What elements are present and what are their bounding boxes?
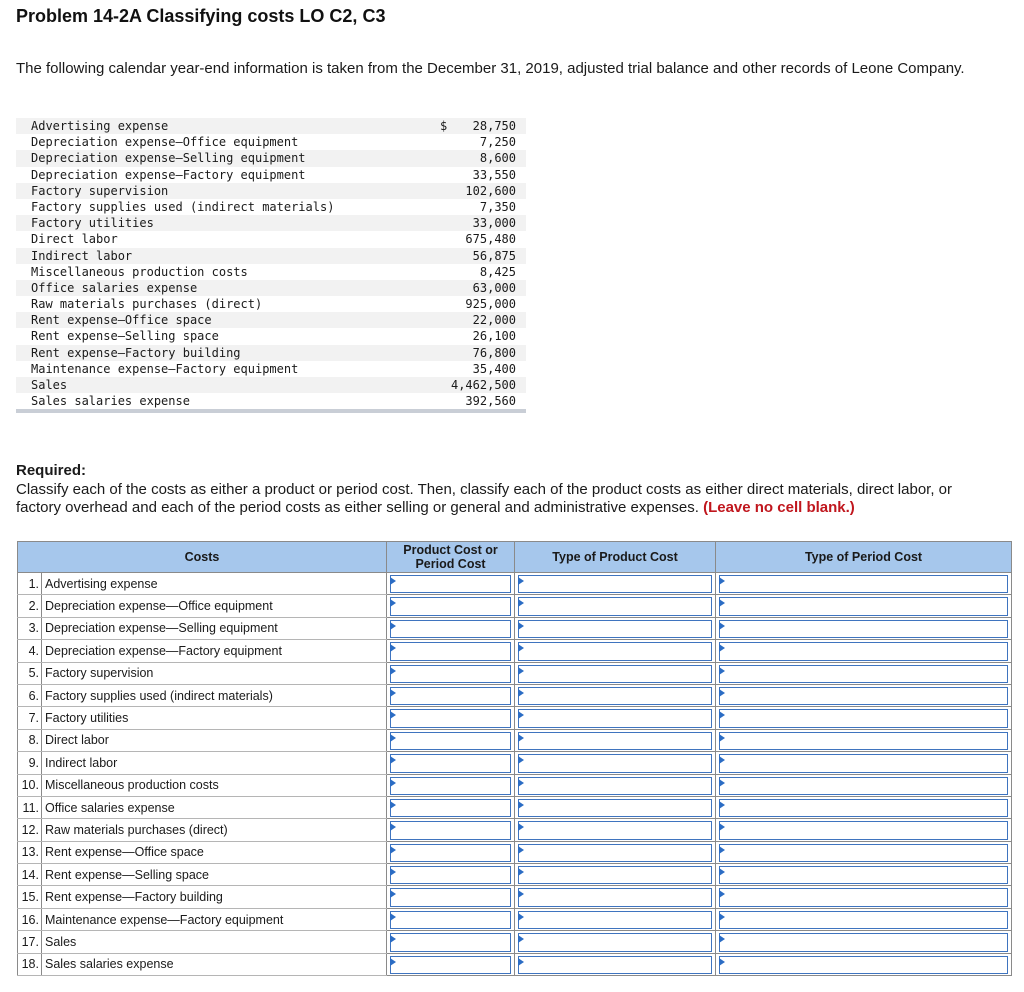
- account-label: Maintenance expense—Factory equipment: [31, 361, 299, 376]
- type-of-period-cost-select-cell: [716, 908, 1012, 930]
- type-of-product-cost-select-cell: [515, 774, 716, 796]
- cost-label: Indirect labor: [42, 752, 387, 774]
- classification-table: [17, 541, 1012, 976]
- product-or-period-select[interactable]: [390, 732, 511, 750]
- row-number: 4.: [18, 640, 42, 662]
- type-of-period-cost-select-cell: [716, 573, 1012, 595]
- account-label: Advertising expense: [31, 119, 169, 133]
- product-or-period-select-cell: [387, 752, 515, 774]
- row-number: 8.: [18, 729, 42, 751]
- type-of-period-cost-select[interactable]: [719, 799, 1008, 817]
- type-of-period-cost-select-cell: [716, 617, 1012, 639]
- type-of-period-cost-select[interactable]: [719, 597, 1008, 615]
- product-or-period-select[interactable]: [390, 821, 511, 839]
- product-or-period-select-cell: [387, 908, 515, 930]
- account-label: Depreciation expense—Office equipment: [31, 135, 299, 150]
- account-amount: 28,750: [472, 119, 516, 133]
- type-of-period-cost-select[interactable]: [719, 732, 1008, 750]
- dropdown-marker-icon: [390, 622, 396, 630]
- account-amount: 392,560: [465, 394, 516, 409]
- trial-balance-row: [16, 231, 526, 247]
- account-label: Rent expense—Office space: [31, 313, 212, 328]
- account-label: Factory supervision: [31, 183, 169, 198]
- cost-label: Maintenance expense—Factory equipment: [42, 908, 387, 930]
- dropdown-marker-icon: [390, 667, 396, 675]
- product-or-period-select[interactable]: [390, 620, 511, 638]
- account-label: Factory utilities: [31, 216, 154, 231]
- currency-symbol: $: [440, 119, 448, 133]
- type-of-period-cost-select[interactable]: [719, 754, 1008, 772]
- type-of-period-cost-select-cell: [716, 595, 1012, 617]
- dropdown-marker-icon: [518, 577, 524, 585]
- type-of-period-cost-select[interactable]: [719, 911, 1008, 929]
- dropdown-marker-icon: [518, 823, 524, 831]
- product-or-period-select-cell: [387, 617, 515, 639]
- row-number: 18.: [18, 953, 42, 975]
- table-row: [18, 908, 1012, 930]
- type-of-product-cost-select-cell: [515, 819, 716, 841]
- dropdown-marker-icon: [719, 689, 725, 697]
- product-or-period-select-cell: [387, 864, 515, 886]
- table-row: [18, 774, 1012, 796]
- dropdown-marker-icon: [390, 868, 396, 876]
- dropdown-marker-icon: [719, 734, 725, 742]
- row-number: 15.: [18, 886, 42, 908]
- product-or-period-select[interactable]: [390, 597, 511, 615]
- table-row: [18, 573, 1012, 595]
- type-of-product-cost-select[interactable]: [518, 620, 712, 638]
- product-or-period-select-cell: [387, 841, 515, 863]
- dropdown-marker-icon: [390, 823, 396, 831]
- cost-label: Miscellaneous production costs: [42, 774, 387, 796]
- trial-balance-row: [16, 280, 526, 296]
- table-row: [18, 707, 1012, 729]
- type-of-product-cost-select[interactable]: [518, 777, 712, 795]
- type-of-period-cost-select-cell: [716, 796, 1012, 818]
- table-row: [18, 617, 1012, 639]
- type-of-product-cost-select-cell: [515, 931, 716, 953]
- trial-balance-row: [16, 199, 526, 215]
- table-row: [18, 796, 1012, 818]
- product-or-period-select-cell: [387, 707, 515, 729]
- product-or-period-select-cell: [387, 595, 515, 617]
- type-of-product-cost-select-cell: [515, 752, 716, 774]
- row-number: 7.: [18, 707, 42, 729]
- dropdown-marker-icon: [719, 913, 725, 921]
- trial-balance-row: [16, 183, 526, 199]
- dropdown-marker-icon: [518, 689, 524, 697]
- account-label: Miscellaneous production costs: [31, 264, 248, 279]
- table-row: [18, 864, 1012, 886]
- trial-balance-row: [16, 377, 526, 393]
- table-row: [18, 684, 1012, 706]
- dropdown-marker-icon: [719, 823, 725, 831]
- cost-label: Sales salaries expense: [42, 953, 387, 975]
- type-of-period-cost-select[interactable]: [719, 687, 1008, 705]
- table-row: [18, 931, 1012, 953]
- header-type-period: Type of Period Cost: [716, 542, 1012, 573]
- account-amount: 22,000: [472, 313, 516, 328]
- product-or-period-select-cell: [387, 729, 515, 751]
- row-number: 13.: [18, 841, 42, 863]
- product-or-period-select-cell: [387, 640, 515, 662]
- cost-label: Depreciation expense—Office equipment: [42, 595, 387, 617]
- product-or-period-select[interactable]: [390, 687, 511, 705]
- dropdown-marker-icon: [518, 734, 524, 742]
- account-label: Raw materials purchases (direct): [31, 297, 263, 312]
- account-amount: 33,550: [472, 167, 516, 182]
- dropdown-marker-icon: [719, 756, 725, 764]
- trial-balance-row: [16, 118, 526, 134]
- type-of-product-cost-select[interactable]: [518, 866, 712, 884]
- row-number: 1.: [18, 573, 42, 595]
- row-number: 17.: [18, 931, 42, 953]
- dropdown-marker-icon: [719, 599, 725, 607]
- table-row: [18, 953, 1012, 975]
- dropdown-marker-icon: [719, 868, 725, 876]
- product-or-period-select-cell: [387, 774, 515, 796]
- account-amount: 102,600: [465, 183, 516, 198]
- dropdown-marker-icon: [518, 890, 524, 898]
- type-of-period-cost-select-cell: [716, 841, 1012, 863]
- dropdown-marker-icon: [518, 756, 524, 764]
- required-instructions: Classify each of the costs as either a product or period cost. Then, classify each of the product costs as either direct materials, direct labor, or factory overhead and each of the period costs as either selling or general and administrative expenses.: [16, 481, 953, 516]
- account-amount: 7,350: [479, 199, 516, 214]
- dropdown-marker-icon: [518, 935, 524, 943]
- type-of-product-cost-select-cell: [515, 908, 716, 930]
- trial-balance-row: [16, 328, 526, 344]
- type-of-product-cost-select-cell: [515, 684, 716, 706]
- trial-balance-row: [16, 312, 526, 328]
- type-of-period-cost-select-cell: [716, 662, 1012, 684]
- type-of-product-cost-select-cell: [515, 640, 716, 662]
- account-amount: 7,250: [479, 135, 516, 150]
- type-of-product-cost-select[interactable]: [518, 888, 712, 906]
- row-number: 12.: [18, 819, 42, 841]
- account-label: Indirect labor: [31, 248, 133, 263]
- type-of-product-cost-select[interactable]: [518, 911, 712, 929]
- dropdown-marker-icon: [390, 913, 396, 921]
- type-of-product-cost-select-cell: [515, 617, 716, 639]
- dropdown-marker-icon: [390, 644, 396, 652]
- account-amount: 925,000: [465, 297, 516, 312]
- table-row: [18, 640, 1012, 662]
- account-label: Rent expense—Selling space: [31, 329, 219, 344]
- product-or-period-select-cell: [387, 819, 515, 841]
- type-of-product-cost-select[interactable]: [518, 732, 712, 750]
- cost-label: Depreciation expense—Factory equipment: [42, 640, 387, 662]
- account-label: Rent expense—Factory building: [31, 345, 241, 360]
- product-or-period-select-cell: [387, 684, 515, 706]
- product-or-period-select-cell: [387, 886, 515, 908]
- account-label: Depreciation expense—Factory equipment: [31, 167, 306, 182]
- table-row: [18, 729, 1012, 751]
- product-or-period-select-cell: [387, 573, 515, 595]
- type-of-period-cost-select[interactable]: [719, 888, 1008, 906]
- table-row: [18, 752, 1012, 774]
- type-of-period-cost-select-cell: [716, 774, 1012, 796]
- product-or-period-select-cell: [387, 796, 515, 818]
- type-of-product-cost-select[interactable]: [518, 709, 712, 727]
- row-number: 10.: [18, 774, 42, 796]
- table-row: [18, 595, 1012, 617]
- trial-balance-row: [16, 150, 526, 166]
- type-of-product-cost-select-cell: [515, 595, 716, 617]
- cost-label: Direct labor: [42, 729, 387, 751]
- row-number: 3.: [18, 617, 42, 639]
- type-of-product-cost-select-cell: [515, 573, 716, 595]
- required-text: [16, 481, 956, 517]
- trial-balance-row: [16, 134, 526, 150]
- type-of-period-cost-select-cell: [716, 684, 1012, 706]
- account-amount: 4,462,500: [450, 378, 516, 392]
- trial-balance-row: [16, 215, 526, 231]
- type-of-product-cost-select[interactable]: [518, 933, 712, 951]
- row-number: 9.: [18, 752, 42, 774]
- product-or-period-select[interactable]: [390, 844, 511, 862]
- type-of-product-cost-select-cell: [515, 796, 716, 818]
- dropdown-marker-icon: [719, 667, 725, 675]
- type-of-product-cost-select[interactable]: [518, 821, 712, 839]
- dropdown-marker-icon: [390, 846, 396, 854]
- dropdown-marker-icon: [518, 622, 524, 630]
- dropdown-marker-icon: [719, 890, 725, 898]
- dropdown-marker-icon: [518, 711, 524, 719]
- cost-label: Rent expense—Factory building: [42, 886, 387, 908]
- trial-balance-row: [16, 264, 526, 280]
- type-of-product-cost-select[interactable]: [518, 642, 712, 660]
- dropdown-marker-icon: [390, 801, 396, 809]
- type-of-period-cost-select-cell: [716, 707, 1012, 729]
- type-of-product-cost-select-cell: [515, 841, 716, 863]
- trial-balance-row: [16, 167, 526, 183]
- account-amount: 56,875: [472, 248, 516, 263]
- cost-label: Factory supplies used (indirect materials): [42, 684, 387, 706]
- type-of-period-cost-select-cell: [716, 640, 1012, 662]
- type-of-period-cost-select-cell: [716, 931, 1012, 953]
- dropdown-marker-icon: [390, 577, 396, 585]
- cost-label: Sales: [42, 931, 387, 953]
- product-or-period-select[interactable]: [390, 575, 511, 593]
- dropdown-marker-icon: [518, 644, 524, 652]
- table-row: [18, 819, 1012, 841]
- table-row: [18, 662, 1012, 684]
- account-label: Depreciation expense—Selling equipment: [31, 151, 306, 166]
- header-costs: Costs: [18, 542, 387, 573]
- header-type-product: Type of Product Cost: [515, 542, 716, 573]
- product-or-period-select[interactable]: [390, 866, 511, 884]
- cost-label: Raw materials purchases (direct): [42, 819, 387, 841]
- type-of-product-cost-select[interactable]: [518, 799, 712, 817]
- table-row: [18, 886, 1012, 908]
- table-header-row: [18, 542, 1012, 573]
- type-of-period-cost-select[interactable]: [719, 620, 1008, 638]
- dropdown-marker-icon: [518, 779, 524, 787]
- product-or-period-select[interactable]: [390, 799, 511, 817]
- type-of-product-cost-select-cell: [515, 953, 716, 975]
- type-of-product-cost-select-cell: [515, 729, 716, 751]
- page-title: Problem 14-2A Classifying costs LO C2, C3: [16, 6, 386, 26]
- dropdown-marker-icon: [719, 958, 725, 966]
- type-of-product-cost-select-cell: [515, 886, 716, 908]
- type-of-period-cost-select[interactable]: [719, 821, 1008, 839]
- dropdown-marker-icon: [390, 890, 396, 898]
- product-or-period-select-cell: [387, 953, 515, 975]
- dropdown-marker-icon: [390, 779, 396, 787]
- dropdown-marker-icon: [719, 801, 725, 809]
- account-label: Factory supplies used (indirect materials): [31, 199, 335, 214]
- row-number: 2.: [18, 595, 42, 617]
- cost-label: Factory utilities: [42, 707, 387, 729]
- product-or-period-select[interactable]: [390, 888, 511, 906]
- account-amount: 8,600: [479, 151, 516, 166]
- account-amount: 63,000: [472, 280, 516, 295]
- account-amount: 675,480: [465, 232, 516, 247]
- dropdown-marker-icon: [518, 846, 524, 854]
- leave-no-blank-note: (Leave no cell blank.): [703, 499, 855, 516]
- cost-label: Depreciation expense—Selling equipment: [42, 617, 387, 639]
- intro-text: The following calendar year-end information is taken from the December 31, 2019, adjusted trial balance and other records of Leone Company.: [16, 60, 965, 77]
- account-label: Sales salaries expense: [31, 394, 190, 409]
- account-amount: 33,000: [472, 216, 516, 231]
- account-label: Sales: [31, 378, 68, 392]
- product-or-period-select[interactable]: [390, 911, 511, 929]
- row-number: 6.: [18, 684, 42, 706]
- cost-label: Rent expense—Selling space: [42, 864, 387, 886]
- dropdown-marker-icon: [719, 711, 725, 719]
- dropdown-marker-icon: [390, 689, 396, 697]
- product-or-period-select-cell: [387, 662, 515, 684]
- row-number: 14.: [18, 864, 42, 886]
- type-of-period-cost-select-cell: [716, 729, 1012, 751]
- account-amount: 8,425: [479, 264, 516, 279]
- trial-balance-row: [16, 393, 526, 409]
- product-or-period-select[interactable]: [390, 956, 511, 974]
- trial-balance-row: [16, 345, 526, 361]
- type-of-period-cost-select-cell: [716, 819, 1012, 841]
- cost-label: Rent expense—Office space: [42, 841, 387, 863]
- account-amount: 26,100: [472, 329, 516, 344]
- type-of-product-cost-select[interactable]: [518, 597, 712, 615]
- product-or-period-select[interactable]: [390, 754, 511, 772]
- product-or-period-select[interactable]: [390, 777, 511, 795]
- type-of-period-cost-select-cell: [716, 864, 1012, 886]
- dropdown-marker-icon: [518, 599, 524, 607]
- type-of-period-cost-select[interactable]: [719, 956, 1008, 974]
- type-of-period-cost-select[interactable]: [719, 866, 1008, 884]
- dropdown-marker-icon: [390, 711, 396, 719]
- account-amount: 76,800: [472, 345, 516, 360]
- type-of-product-cost-select-cell: [515, 662, 716, 684]
- product-or-period-select-cell: [387, 931, 515, 953]
- row-number: 11.: [18, 796, 42, 818]
- dropdown-marker-icon: [390, 935, 396, 943]
- dropdown-marker-icon: [719, 935, 725, 943]
- header-product-or-period: Product Cost or Period Cost: [387, 542, 515, 573]
- cost-label: Office salaries expense: [42, 796, 387, 818]
- dropdown-marker-icon: [518, 913, 524, 921]
- product-or-period-select[interactable]: [390, 709, 511, 727]
- type-of-period-cost-select-cell: [716, 752, 1012, 774]
- trial-balance-row: [16, 248, 526, 264]
- type-of-product-cost-select[interactable]: [518, 665, 712, 683]
- type-of-product-cost-select[interactable]: [518, 687, 712, 705]
- type-of-period-cost-select[interactable]: [719, 575, 1008, 593]
- row-number: 16.: [18, 908, 42, 930]
- dropdown-marker-icon: [719, 644, 725, 652]
- cost-label: Factory supervision: [42, 662, 387, 684]
- account-label: Office salaries expense: [31, 280, 198, 295]
- type-of-period-cost-select-cell: [716, 886, 1012, 908]
- dropdown-marker-icon: [390, 958, 396, 966]
- product-or-period-select[interactable]: [390, 642, 511, 660]
- required-heading: Required:: [16, 462, 87, 479]
- type-of-product-cost-select[interactable]: [518, 844, 712, 862]
- product-or-period-select[interactable]: [390, 665, 511, 683]
- type-of-product-cost-select[interactable]: [518, 956, 712, 974]
- type-of-period-cost-select[interactable]: [719, 777, 1008, 795]
- type-of-product-cost-select[interactable]: [518, 575, 712, 593]
- type-of-product-cost-select-cell: [515, 707, 716, 729]
- cost-label: Advertising expense: [42, 573, 387, 595]
- type-of-period-cost-select[interactable]: [719, 844, 1008, 862]
- type-of-period-cost-select[interactable]: [719, 933, 1008, 951]
- dropdown-marker-icon: [390, 734, 396, 742]
- dropdown-marker-icon: [719, 779, 725, 787]
- table-row: [18, 841, 1012, 863]
- type-of-period-cost-select[interactable]: [719, 709, 1008, 727]
- type-of-period-cost-select[interactable]: [719, 642, 1008, 660]
- product-or-period-select[interactable]: [390, 933, 511, 951]
- dropdown-marker-icon: [518, 868, 524, 876]
- dropdown-marker-icon: [390, 756, 396, 764]
- dropdown-marker-icon: [518, 667, 524, 675]
- dropdown-marker-icon: [390, 599, 396, 607]
- account-amount: 35,400: [472, 361, 516, 376]
- dropdown-marker-icon: [719, 622, 725, 630]
- dropdown-marker-icon: [719, 846, 725, 854]
- classification-table-body: [18, 573, 1012, 976]
- type-of-period-cost-select[interactable]: [719, 665, 1008, 683]
- type-of-product-cost-select[interactable]: [518, 754, 712, 772]
- row-number: 5.: [18, 662, 42, 684]
- trial-balance: [16, 118, 526, 413]
- type-of-product-cost-select-cell: [515, 864, 716, 886]
- trial-balance-row: [16, 361, 526, 377]
- dropdown-marker-icon: [518, 958, 524, 966]
- trial-balance-row: [16, 296, 526, 312]
- dropdown-marker-icon: [719, 577, 725, 585]
- type-of-period-cost-select-cell: [716, 953, 1012, 975]
- dropdown-marker-icon: [518, 801, 524, 809]
- account-label: Direct labor: [31, 232, 118, 247]
